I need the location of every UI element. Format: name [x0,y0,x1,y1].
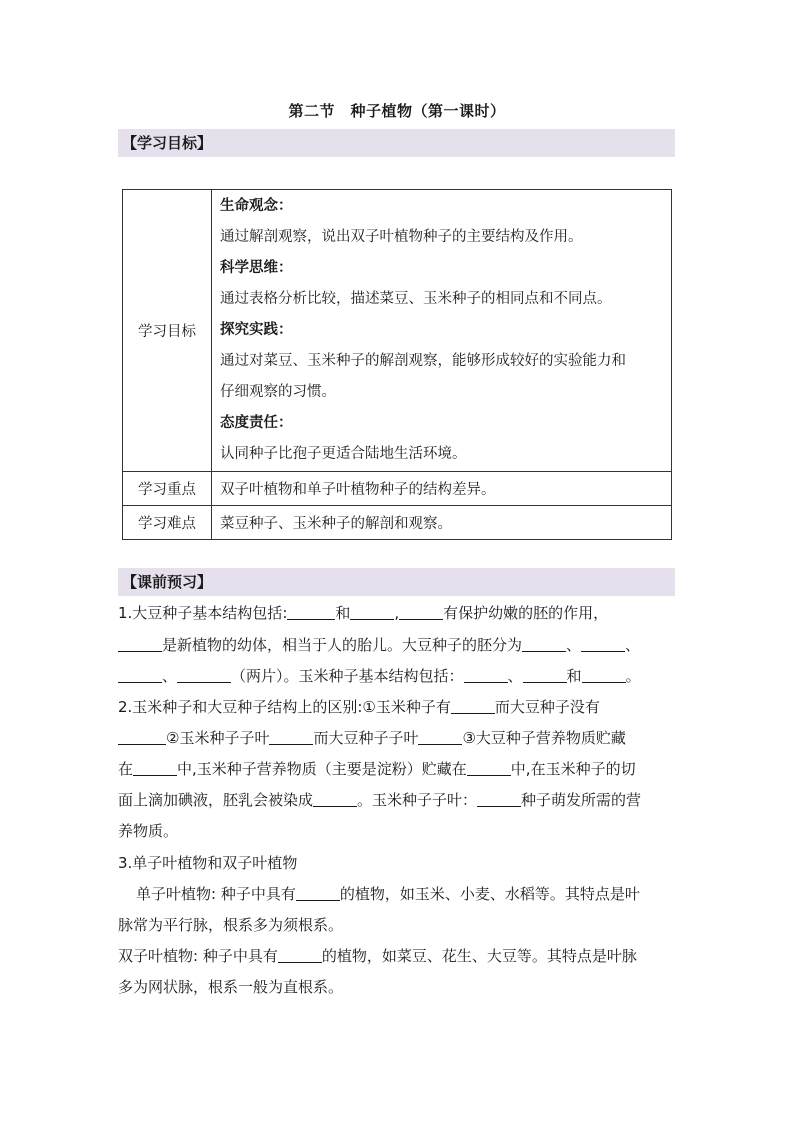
blank [118,726,166,745]
goal-text: 仔细观察的习惯。 [220,384,336,400]
difficulty-content: 菜豆种子、玉米种子的解剖和观察。 [212,506,672,540]
goals-table [122,189,672,540]
goal-category: 生命观念： [220,198,293,214]
question-text: ②玉米种子子叶 [166,729,270,747]
question-1-line-1 [118,598,678,629]
question-text: , [394,604,400,622]
goals-section-header: 【学习目标】 [118,129,675,157]
question-3-heading: 3.单子叶植物和双子叶植物 [118,854,298,872]
blank [581,633,625,652]
question-text: 而大豆种子子叶 [313,729,419,747]
blank [467,757,511,776]
question-text: 中,玉米种子营养物质（主要是淀粉）贮藏在 [177,760,467,778]
question-2-line-3 [118,754,678,785]
question-text: 和 [566,667,582,685]
question-text: 有保护幼嫩的胚的作用， [443,604,609,622]
question-text: 、 [507,667,523,685]
blank [350,601,394,620]
blank [118,664,162,683]
goal-category: 态度责任： [220,415,293,431]
question-text: 在 [118,760,134,778]
blank [451,695,495,714]
question-text: 双子叶植物: 种子中具有 [118,947,278,965]
question-text: 、 [625,636,641,654]
goal-text: 通过对菜豆、玉米种子的解剖观察，能够形成较好的实验能力和 [220,353,626,369]
blank [133,757,177,776]
blank [399,601,443,620]
question-text: 中,在玉米种子的切 [510,760,636,778]
goal-category: 探究实践： [220,322,293,338]
question-text: 单子叶植物: 种子中具有 [136,885,296,903]
question-text: （两片）。玉米种子基本结构包括： [231,667,464,685]
question-text: 的植物，如菜豆、花生、大豆等。其特点是叶脉 [321,947,637,965]
blank [418,726,462,745]
question-2-line-2 [118,723,678,754]
blank [118,633,162,652]
question-text: 1.大豆种子基本结构包括: [118,604,288,622]
blank [523,664,567,683]
question-text: 2.玉米种子和大豆种子结构上的区别:①玉米种子有 [118,698,451,716]
monocot-line-2: 脉常为平行脉，根系多为须根系。 [118,916,344,934]
blank [582,664,626,683]
question-text: ③大豆种子营养物质贮藏 [462,729,626,747]
dicot-line-2: 多为网状脉，根系一般为直根系。 [118,978,344,996]
goal-text: 通过解剖观察，说出双子叶植物种子的主要结构及作用。 [220,229,583,245]
blank [522,633,566,652]
key-point-label: 学习重点 [123,472,212,506]
question-text: 和 [335,604,351,622]
question-text: 是新植物的幼体，相当于人的胎儿。大豆种子的胚分为 [162,636,523,654]
key-point-row [123,472,672,506]
question-text: 。 [625,667,641,685]
preview-section-header: 【课前预习】 [118,568,675,596]
blank [477,788,521,807]
monocot-line-1 [136,879,696,910]
question-text: 而大豆种子没有 [494,698,600,716]
blank [296,882,340,901]
question-1-line-3 [118,661,678,692]
question-1-line-2 [118,630,678,661]
blank [177,664,231,683]
dicot-line-1 [118,941,678,972]
blank [464,664,508,683]
goals-row-label: 学习目标 [123,190,212,472]
goal-category: 科学思维： [220,260,293,276]
question-text: 、 [566,636,582,654]
blank [313,788,357,807]
difficulty-row [123,506,672,540]
question-text: 的植物，如玉米、小麦、水稻等。其特点是叶 [339,885,640,903]
question-2-line-5: 养物质。 [118,822,179,840]
goal-text: 通过表格分析比较，描述菜豆、玉米种子的相同点和不同点。 [220,291,612,307]
page-title: 第二节 种子植物（第一课时） [288,102,506,120]
key-point-content: 双子叶植物和单子叶植物种子的结构差异。 [212,472,672,506]
blank [278,944,322,963]
question-text: 。玉米种子子叶： [357,791,478,809]
blank [269,726,313,745]
question-text: 种子萌发所需的营 [521,791,642,809]
question-text: 面上滴加碘液，胚乳会被染成 [118,791,314,809]
question-2-line-4 [118,785,678,816]
question-text: 、 [162,667,178,685]
difficulty-label: 学习难点 [123,506,212,540]
goal-text: 认同种子比孢子更适合陆地生活环境。 [220,446,467,462]
goals-row-content [212,190,672,472]
question-2-line-1 [118,692,678,723]
goals-row [123,190,672,472]
blank [287,601,335,620]
